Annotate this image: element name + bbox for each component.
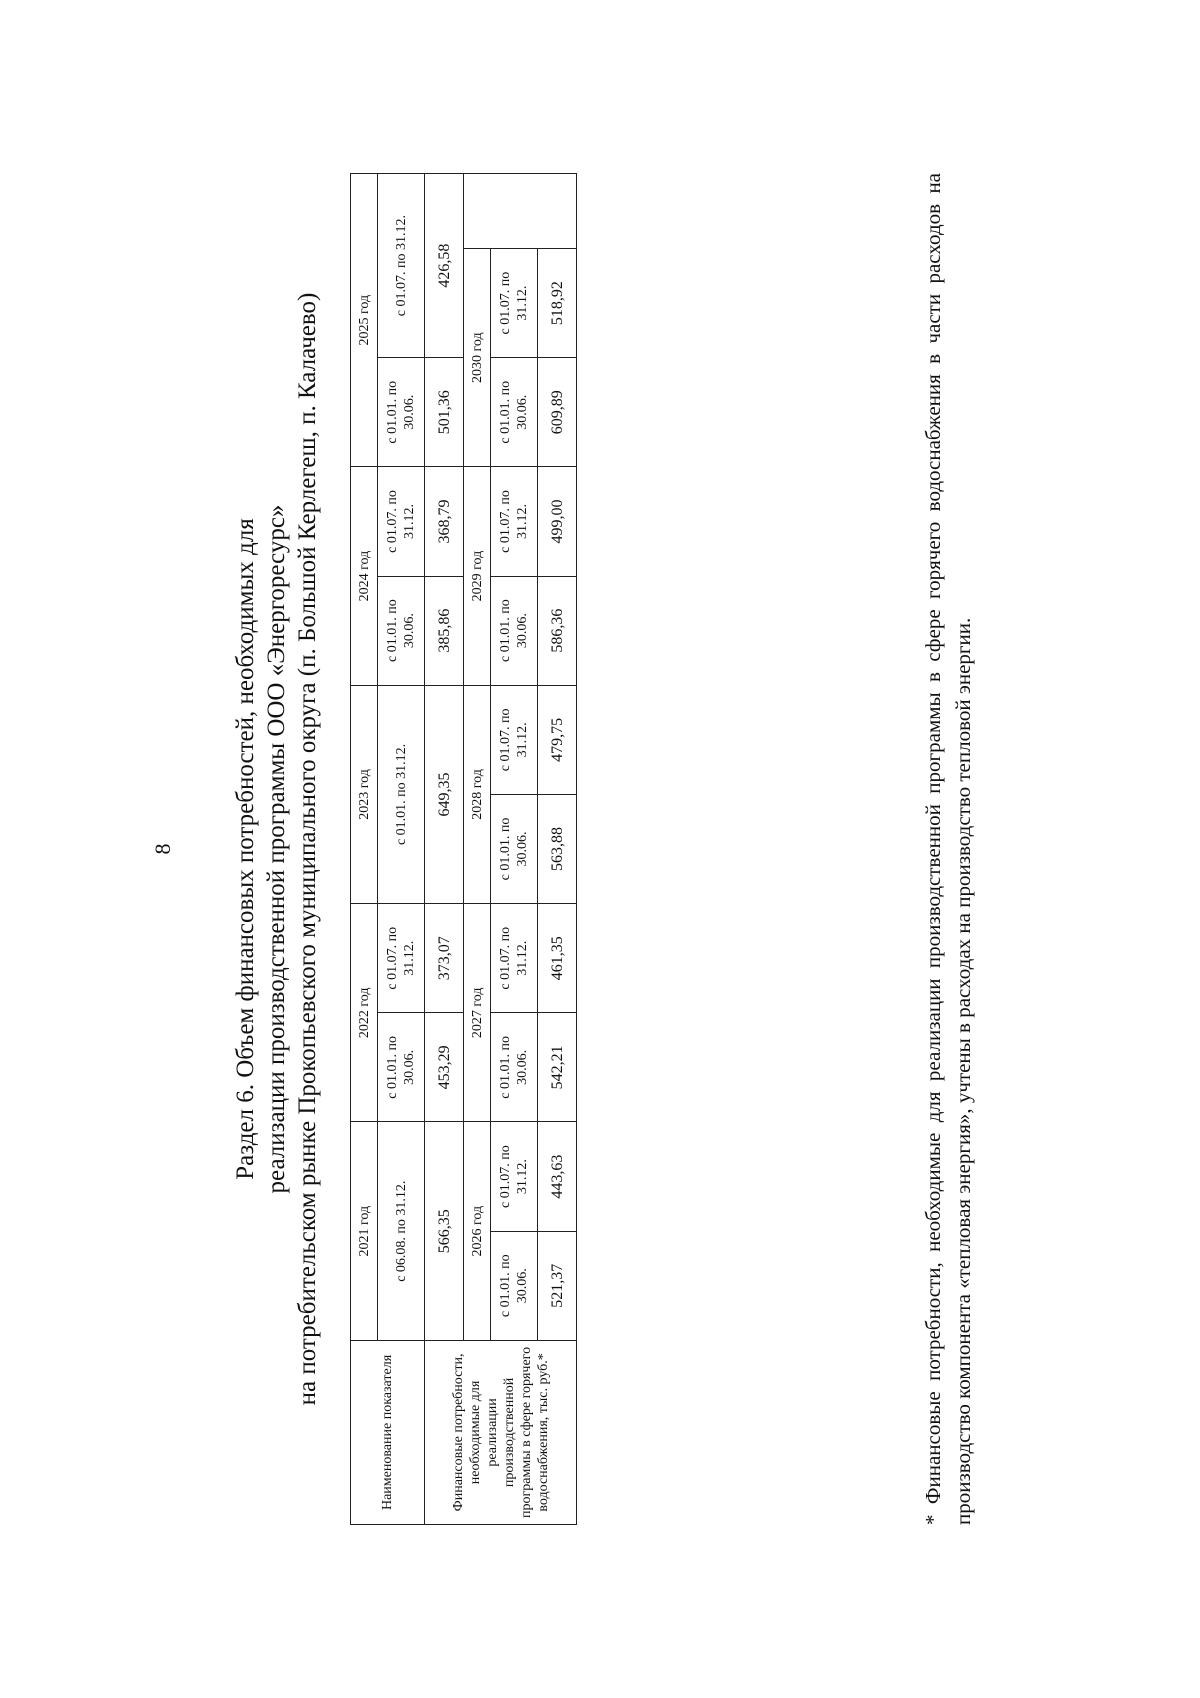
table-row [425,174,464,1525]
period-cell: с 01.07. по 31.12. [491,1122,538,1231]
value-cell: 426,58 [425,174,464,358]
value-cell: 609,89 [538,358,577,467]
value-cell: 385,86 [425,576,464,685]
value-cell: 479,75 [538,685,577,794]
table-row [491,174,538,1525]
empty-cell [464,174,577,249]
table-row [464,174,491,1525]
period-cell: с 01.01. по 30.06. [378,1013,425,1122]
year-header-cell: 2030 год [464,249,491,467]
value-cell: 542,21 [538,1013,577,1122]
period-cell: с 01.01. по 31.12. [378,685,425,903]
value-cell: 521,37 [538,1231,577,1340]
year-header-cell: 2024 год [351,467,378,685]
value-cell: 649,35 [425,685,464,903]
indicator-header-cell: Наименование показателя [351,1340,425,1524]
period-cell: с 01.01. по 30.06. [378,576,425,685]
value-cell: 586,36 [538,576,577,685]
section-title-line: реализации производственной программы ООО «Энергоресурс» [263,504,290,1194]
period-cell: с 01.07. по 31.12. [378,904,425,1013]
table-row [538,174,577,1525]
financial-needs-table [350,173,577,1525]
period-cell: с 01.01. по 30.06. [491,358,538,467]
table-row [378,174,425,1525]
period-cell: с 01.01. по 30.06. [491,1013,538,1122]
year-header-cell: 2027 год [464,904,491,1122]
indicator-name-cell: Финансовые потребности, необходимые для реализации производственной программы в сфере горячего водоснабжения, тыс. руб.* [425,1340,577,1524]
value-cell: 499,00 [538,467,577,576]
period-cell: с 01.07. по 31.12. [491,467,538,576]
period-cell: с 01.07. по 31.12. [378,467,425,576]
period-cell: с 01.07. по 31.12. [491,249,538,358]
value-cell: 461,35 [538,904,577,1013]
section-title [230,69,323,1629]
year-header-cell: 2026 год [464,1122,491,1340]
value-cell: 368,79 [425,467,464,576]
value-cell: 563,88 [538,794,577,903]
period-cell: с 01.01. по 30.06. [491,1231,538,1340]
footnote: * Финансовые потребности, необходимые для реализации производственной программы в сфере горячего водоснабжения в части расходов на производство компонента «тепловая энергия», учтены в расходах на производство тепловой энергии. [921,173,975,1525]
period-cell: с 01.07. по 31.12. [491,904,538,1013]
period-cell: с 01.07. по 31.12. [378,174,425,358]
period-cell: с 06.08. по 31.12. [378,1122,425,1340]
year-header-cell: 2021 год [351,1122,378,1340]
section-title-line: Раздел 6. Объем финансовых потребностей, необходимых для [232,518,259,1180]
table-row [351,174,378,1525]
financial-needs-table-wrapper [350,173,577,1525]
period-cell: с 01.01. по 30.06. [491,576,538,685]
value-cell: 443,63 [538,1122,577,1231]
value-cell: 501,36 [425,358,464,467]
value-cell: 373,07 [425,904,464,1013]
section-title-line: на потребительском рынке Прокопьевского муниципального округа (п. Большой Керлегеш, п. Калачево) [294,292,321,1406]
value-cell: 518,92 [538,249,577,358]
year-header-cell: 2022 год [351,904,378,1122]
year-header-cell: 2023 год [351,685,378,903]
year-header-cell: 2028 год [464,685,491,903]
value-cell: 566,35 [425,1122,464,1340]
rotated-landscape-content [80,69,1120,1629]
period-cell: с 01.01. по 30.06. [491,794,538,903]
year-header-cell: 2025 год [351,174,378,467]
page-number: 8 [150,843,175,855]
period-cell: с 01.01. по 30.06. [378,358,425,467]
year-header-cell: 2029 год [464,467,491,685]
value-cell: 453,29 [425,1013,464,1122]
period-cell: с 01.07. по 31.12. [491,685,538,794]
